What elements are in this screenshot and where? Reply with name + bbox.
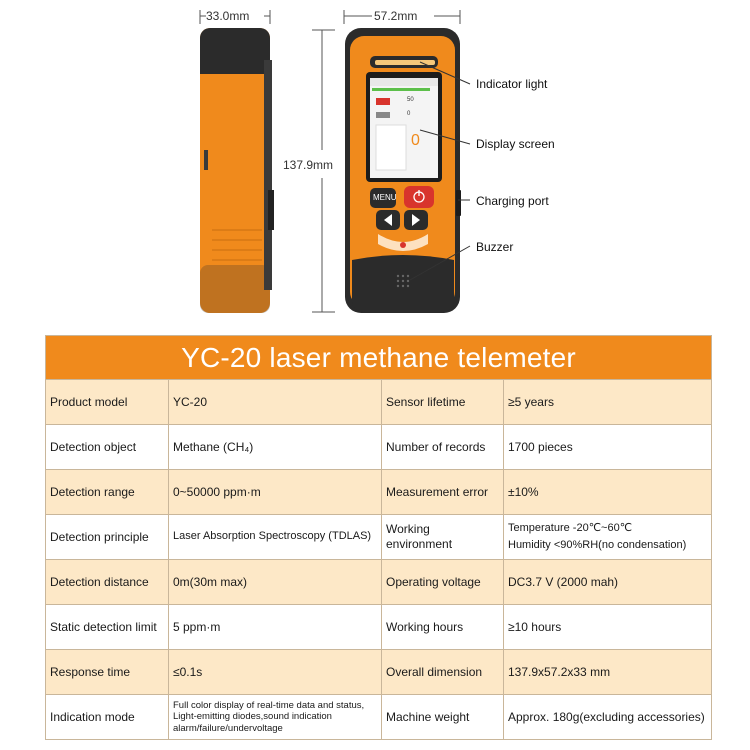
spec-value-line: Humidity <90%RH(no condensation) [508, 539, 687, 551]
spec-label: Operating voltage [382, 560, 504, 605]
table-row [46, 380, 712, 425]
spec-label: Number of records [382, 425, 504, 470]
front-view [345, 28, 461, 313]
spec-value: DC3.7 V (2000 mah) [504, 560, 712, 605]
spec-value: ≥10 hours [504, 605, 712, 650]
table-row [46, 605, 712, 650]
spec-label: Detection object [46, 425, 169, 470]
spec-label: Indication mode [46, 695, 169, 740]
spec-value: 5 ppm·m [169, 605, 382, 650]
height-label: 137.9mm [283, 158, 334, 172]
spec-label: Overall dimension [382, 650, 504, 695]
spec-value: Methane (CH₄) [169, 425, 382, 470]
table-row [46, 425, 712, 470]
spec-value: Full color display of real-time data and status, Light-emitting diodes,sound indication alarm/failure/undervoltage [169, 695, 382, 740]
table-title: YC-20 laser methane telemeter [46, 336, 712, 380]
device-illustration [0, 0, 750, 330]
spec-table [45, 335, 712, 740]
spec-value: YC-20 [169, 380, 382, 425]
spec-value: Approx. 180g(excluding accessories) [504, 695, 712, 740]
spec-label: Detection principle [46, 515, 169, 560]
table-row [46, 470, 712, 515]
spec-label: Working hours [382, 605, 504, 650]
side-view [200, 28, 274, 313]
spec-label: Detection distance [46, 560, 169, 605]
spec-label: Working environment [382, 515, 504, 560]
spec-value: ≥5 years [504, 380, 712, 425]
callout-charging-port: Charging port [476, 194, 549, 208]
spec-value: Laser Absorption Spectroscopy (TDLAS) [169, 515, 382, 560]
spec-value: 1700 pieces [504, 425, 712, 470]
callout-indicator-light: Indicator light [476, 77, 548, 91]
screen-row1-value: 50 [407, 97, 414, 103]
spec-label: Response time [46, 650, 169, 695]
product-figure [0, 0, 750, 330]
spec-value: ±10% [504, 470, 712, 515]
power-button [404, 186, 434, 208]
callout-display-screen: Display screen [476, 137, 555, 151]
table-row [46, 560, 712, 605]
spec-label: Machine weight [382, 695, 504, 740]
table-row [46, 695, 712, 740]
spec-label: Sensor lifetime [382, 380, 504, 425]
spec-value: 0~50000 ppm·m [169, 470, 382, 515]
spec-label: Detection range [46, 470, 169, 515]
spec-value: 0m(30m max) [169, 560, 382, 605]
spec-value-line: Temperature -20℃~60℃ [508, 521, 633, 534]
screen-row2-value: 0 [407, 111, 411, 117]
spec-label: Measurement error [382, 470, 504, 515]
table-row [46, 650, 712, 695]
spec-value: ≤0.1s [169, 650, 382, 695]
spec-label: Static detection limit [46, 605, 169, 650]
table-row [46, 515, 712, 560]
side-width-label: 33.0mm [206, 9, 250, 23]
callout-buzzer: Buzzer [476, 240, 514, 254]
front-width-label: 57.2mm [374, 9, 418, 23]
menu-button-label: MENU [373, 193, 397, 202]
screen-main-reading: 0 [411, 132, 420, 149]
spec-value [504, 515, 712, 560]
spec-value: 137.9x57.2x33 mm [504, 650, 712, 695]
spec-label: Product model [46, 380, 169, 425]
